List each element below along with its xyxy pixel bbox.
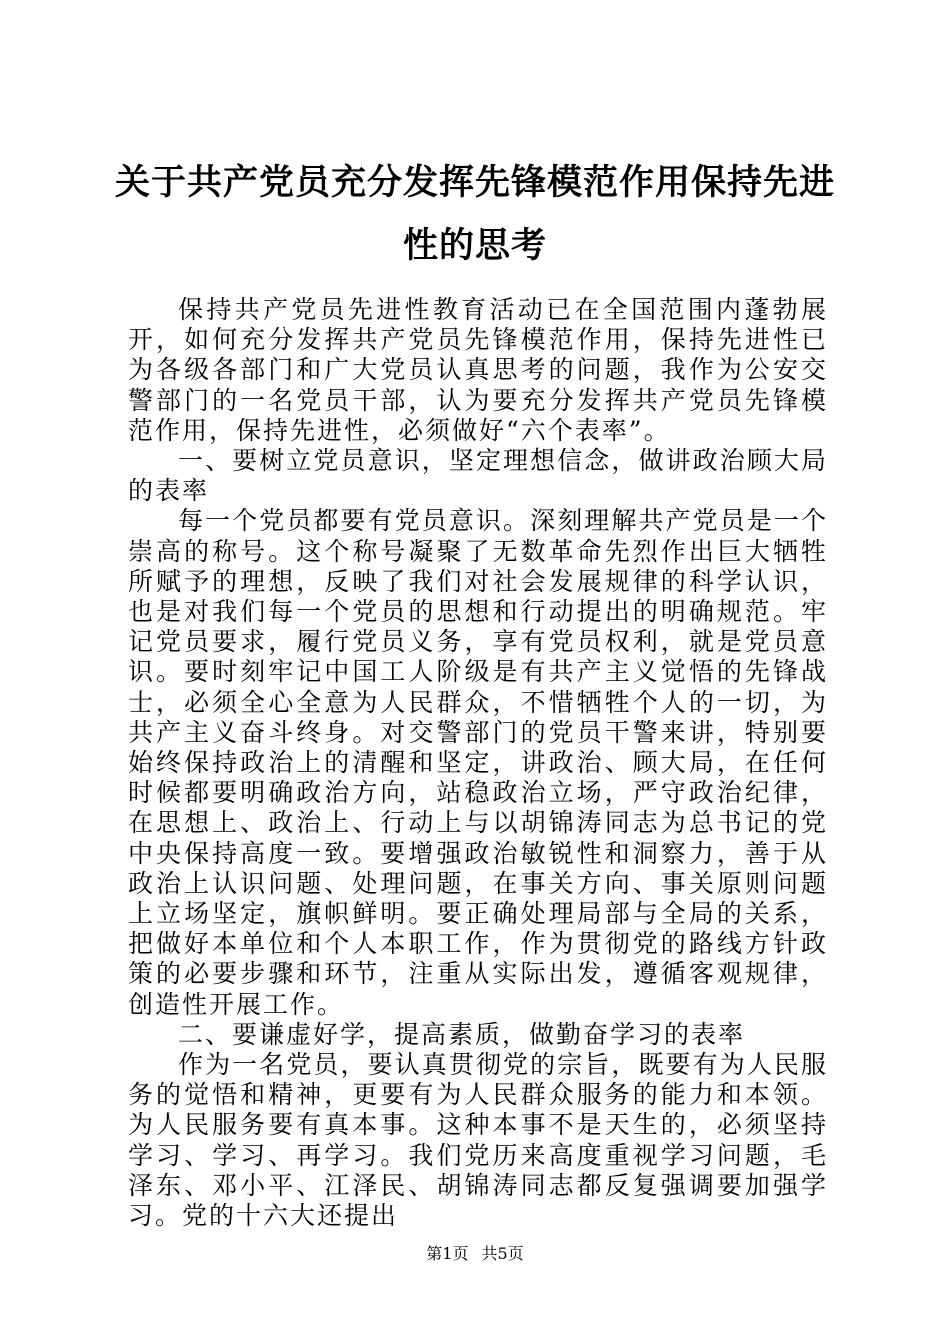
section-heading-2: 二、要谦虚好学，提高素质，做勤奋学习的表率 (178, 1019, 746, 1049)
document-body (128, 295, 828, 1231)
section-heading-1: 一、要树立党员意识，坚定理想信念，做讲政治顾大局的表率 (128, 446, 828, 506)
paragraph-intro: 保持共产党员先进性教育活动已在全国范围内蓬勃展开，如何充分发挥共产党员先锋模范作用，保持先进性已为各级各部门和广大党员认真思考的问题，我作为公安交警部门的一名党员干部，认为要充分发挥共产党员先锋模范作用，保持先进性，必须做好“六个表率”。 (128, 295, 828, 445)
page-number: 第1页 (426, 1244, 469, 1263)
page-footer (0, 1244, 950, 1264)
paragraph-section-1: 每一个党员都要有党员意识。深刻理解共产党员是一个崇高的称号。这个称号凝聚了无数革命先烈作出巨大牺牲所赋予的理想，反映了我们对社会发展规律的科学认识，也是对我们每一个党员的思想和行动提出的明确规范。牢记党员要求，履行党员义务，享有党员权利，就是党员意识。要时刻牢记中国工人阶级是有共产主义觉悟的先锋战士，必须全心全意为人民群众，不惜牺牲个人的一切，为共产主义奋斗终身。对交警部门的党员干警来讲，特别要始终保持政治上的清醒和坚定，讲政治、顾大局，在任何时候都要明确政治方向，站稳政治立场，严守政治纪律，在思想上、政治上、行动上与以胡锦涛同志为总书记的党中央保持高度一致。要增强政治敏锐性和洞察力，善于从政治上认识问题、处理问题，在事关方向、事关原则问题上立场坚定，旗帜鲜明。要正确处理局部与全局的关系，把做好本单位和个人本职工作，作为贯彻党的路线方针政策的必要步骤和环节，注重从实际出发，遵循客观规律，创造性开展工作。 (128, 506, 828, 1019)
paragraph-section-2: 作为一名党员，要认真贯彻党的宗旨，既要有为人民服务的觉悟和精神，更要有为人民群众服务的能力和本领。为人民服务要有真本事。这种本事不是天生的，必须坚持学习、学习、再学习。我们党历来高度重视学习问题，毛泽东、邓小平、江泽民、胡锦涛同志都反复强调要加强学习。党的十六大还提出 (128, 1050, 828, 1231)
page-total: 共5页 (481, 1244, 524, 1263)
document-title: 关于共产党员充分发挥先锋模范作用保持先进性的思考 (114, 163, 835, 266)
